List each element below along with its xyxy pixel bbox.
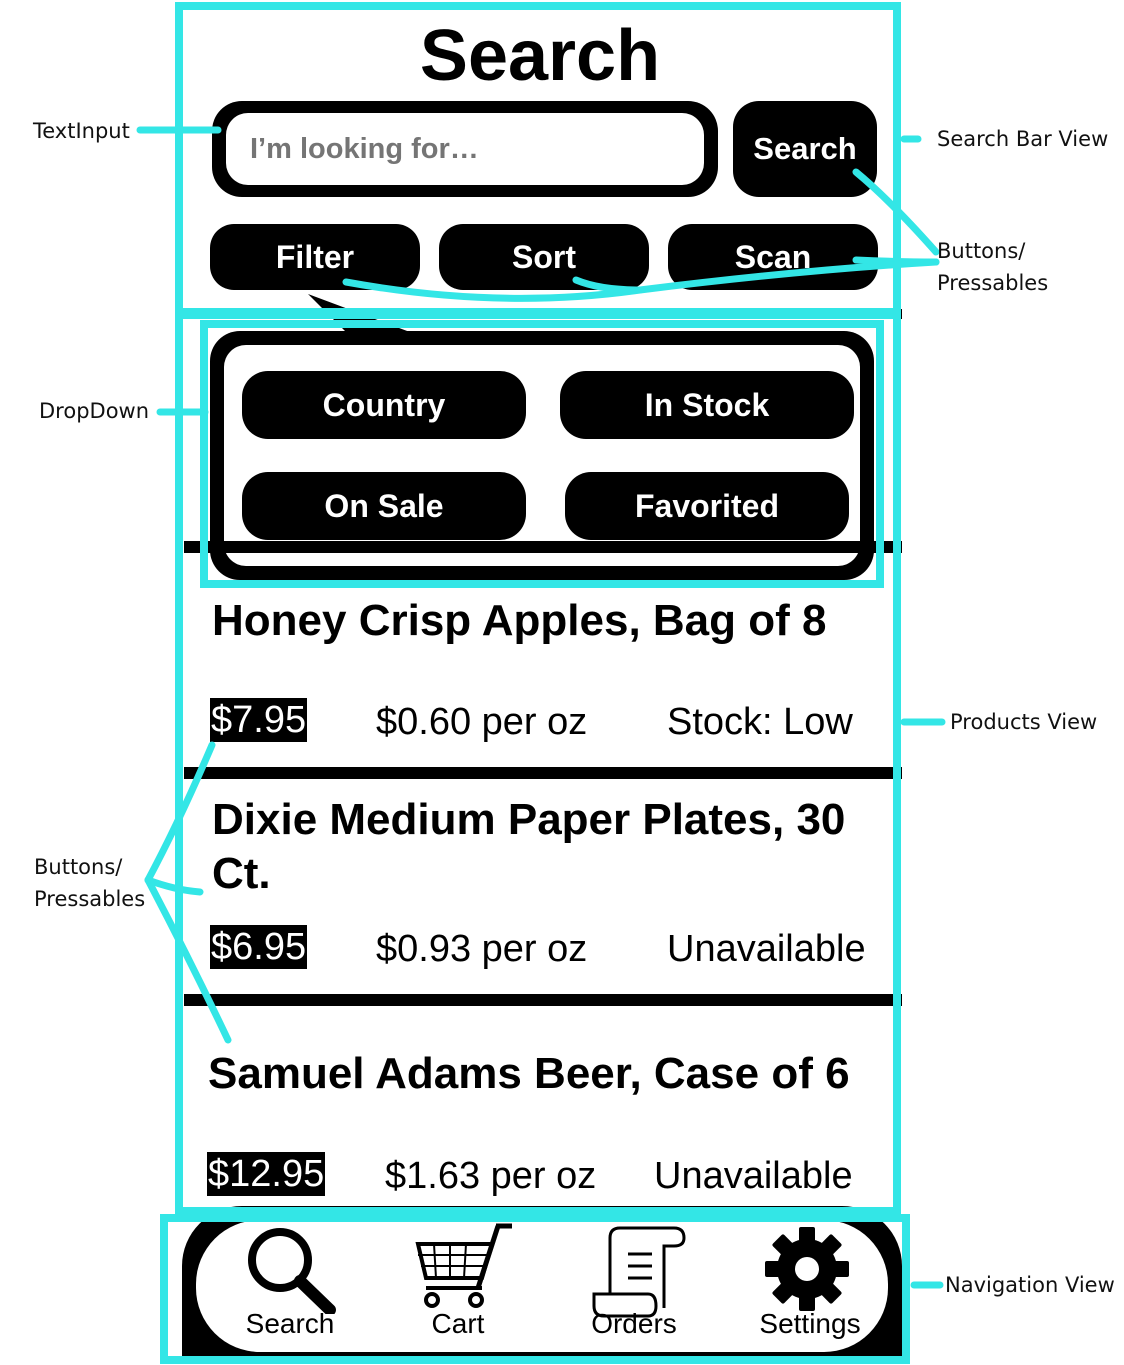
product-name[interactable]: Samuel Adams Beer, Case of 6 <box>208 1049 850 1098</box>
annotation-buttons-left-line2: Pressables <box>34 887 146 911</box>
filter-option-in-stock[interactable]: In Stock <box>560 371 854 439</box>
product-stock: Unavailable <box>667 928 866 970</box>
page-title: Search <box>419 16 661 96</box>
sort-button[interactable]: Sort <box>439 224 649 290</box>
navigation-view-outline <box>160 1214 910 1364</box>
product-name[interactable]: Honey Crisp Apples, Bag of 8 <box>212 596 827 645</box>
nav-label: Search <box>245 1308 335 1339</box>
product-price-button[interactable]: $12.95 <box>208 1153 325 1195</box>
product-unit-price: $0.93 per oz <box>376 928 588 970</box>
product-price-button[interactable]: $6.95 <box>211 926 307 968</box>
filter-option-on-sale[interactable]: On Sale <box>242 472 526 540</box>
annotation-products-view: Products View <box>950 710 1098 734</box>
nav-label: Cart <box>431 1308 485 1339</box>
product-name[interactable]: Dixie Medium Paper Plates, 30 <box>212 795 846 844</box>
filter-option-favorited[interactable]: Favorited <box>565 472 849 540</box>
nav-label: Settings <box>759 1308 861 1339</box>
product-stock: Stock: Low <box>667 701 853 743</box>
annotation-text-input: TextInput <box>33 119 130 143</box>
search-bar-view-outline <box>175 2 901 316</box>
annotation-buttons-top-line2: Pressables <box>937 271 1049 295</box>
annotation-search-bar-view: Search Bar View <box>937 127 1109 151</box>
filter-button[interactable]: Filter <box>210 224 420 290</box>
annotation-buttons-top-line1: Buttons/ <box>937 239 1026 263</box>
product-price-button[interactable]: $7.95 <box>211 699 307 741</box>
search-button[interactable]: Search <box>733 101 877 197</box>
annotation-dropdown: DropDown <box>39 399 150 423</box>
annotation-buttons-left-line1: Buttons/ <box>34 855 123 879</box>
product-unit-price: $0.60 per oz <box>376 701 588 743</box>
product-name-line-2[interactable]: Ct. <box>212 849 271 898</box>
scan-button[interactable]: Scan <box>668 224 878 290</box>
nav-label: Orders <box>591 1308 677 1339</box>
filter-option-country[interactable]: Country <box>242 371 526 439</box>
product-stock: Unavailable <box>654 1155 853 1197</box>
product-unit-price: $1.63 per oz <box>385 1155 597 1197</box>
products-view-outline <box>175 311 901 1215</box>
annotation-navigation-view: Navigation View <box>945 1273 1115 1297</box>
